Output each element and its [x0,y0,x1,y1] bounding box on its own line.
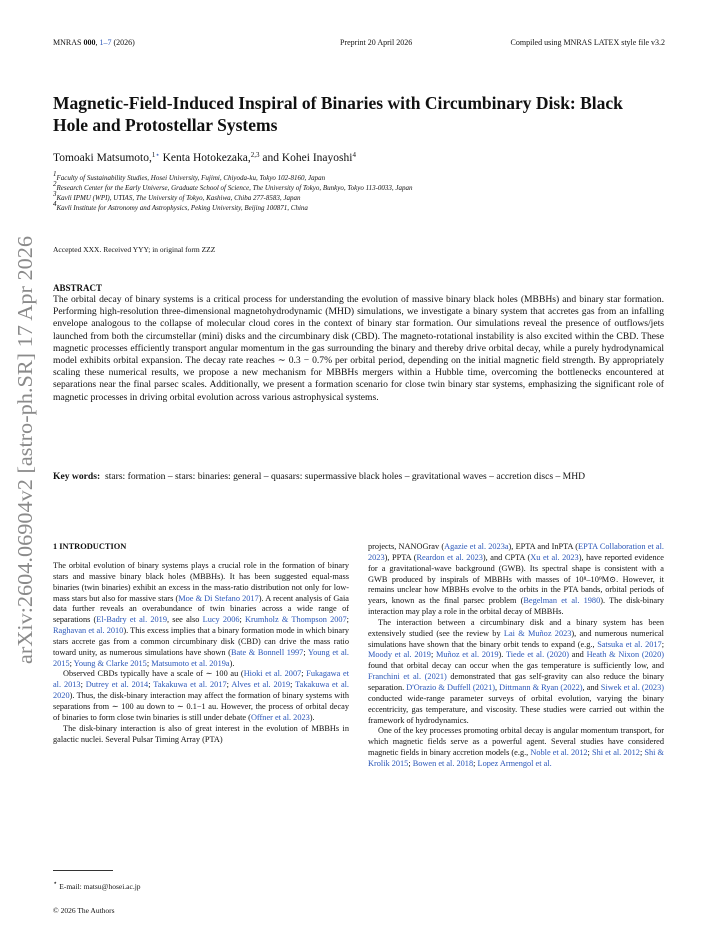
affiliation-3: $^3$Kavli IPMU (WPI), UTIAS, The University of Tokyo, Kashiwa, Chiba 277-8583, Japan [53,190,301,202]
citation-link[interactable]: Lai & Muñoz 2023 [503,628,572,638]
arxiv-stamp-text: arXiv:2604.06904v2 [astro-ph.SR] 17 Apr 2026 [13,260,37,664]
citation-link[interactable]: Tiede et al. (2020) [505,650,570,660]
citation-link[interactable]: Young & Clarke 2015 [73,658,147,668]
paragraph: The disk-binary interaction is also of great interest in the evolution of MBBHs in galactic nuclei. Several Pulsar Timing Array (PTA) [53,723,349,744]
affiliation-marker: 1 [151,151,156,159]
pages-link[interactable]: 1–7 [99,38,112,47]
citation-link[interactable]: Shi & Krolik 2015 [368,748,664,768]
citation-link[interactable]: Raghavan et al. 2010 [53,626,124,636]
citation-link[interactable]: Takakuwa et al. 2020 [53,680,350,701]
citation-link[interactable]: Takakuwa et al. 2017 [153,680,227,690]
running-header-preprint: Preprint 20 April 2026 [340,38,413,47]
citation-link[interactable]: Moe & Di Stefano 2017 [178,593,259,603]
citation-link[interactable]: Reardon et al. 2023 [416,552,483,562]
affiliation-4: $^4$Kavli Institute for Astronomy and Astrophysics, Peking University, Beijing 100871, China [53,200,308,212]
footnote-divider [53,870,113,871]
running-header-journal: MNRAS 000, 1–7 (2026) [53,38,135,47]
paragraph: One of the key processes promoting orbital decay is angular momentum transport, for which magnetic fields serve as a powerful agent. Several studies have considered magnetic fields in binary accretion models (e.g., Noble et al. 2012; Shi et al. 2012; Shi & Krolik 2015; Bowen et al. 2018; Lopez Armengol et al. [368,726,664,768]
citation-link[interactable]: Hioki et al. 2007 [243,669,302,679]
citation-link[interactable]: El-Badry et al. 2019 [96,615,167,625]
citation-link[interactable]: Muñoz et al. 2019 [436,650,499,660]
paragraph: The interaction between a circumbinary disk and a binary system has been extensively studied (see the review by Lai & Muñoz 2023), and numerous numerical simulations have shown that the binary orbit tends to expand (e.g., Satsuka et al. 2017; Moody et al. 2019; Muñoz et al. 2019). Tiede et al. (2020) and Heath & Nixon (2020) found that orbital decay can occur when the gas temperature is sufficiently low, and Franchini et al. (2021) demonstrated that gas self-gravity can also reduce the binary separation. D'Orazio & Duffell (2021), Dittmann & Ryan (2022), and Siwek et al. (2023) conducted wide-range parameter surveys of orbital evolution, varying the binary eccentricity, gas temperature, and viscosity. These studies were carried out within the framework of hydrodynamics. [368,617,664,725]
citation-link[interactable]: Dutrey et al. 2014 [85,680,149,690]
left-column [53,561,349,745]
citation-link[interactable]: Alves et al. 2019 [231,680,291,690]
citation-link[interactable]: Young et al. 2015 [53,647,350,668]
citation-link[interactable]: Moody et al. 2019 [368,650,431,660]
citation-link[interactable]: D'Orazio & Duffell (2021) [406,682,495,692]
citation-link[interactable]: Xu et al. 2023 [530,552,579,562]
citation-link[interactable]: EPTA Collaboration et al. 2023 [368,542,664,562]
corresponding-author-mark[interactable]: ⋆ [155,151,160,159]
running-header-style: Compiled using MNRAS LATEX style file v3.2 [510,38,665,47]
abstract-heading: ABSTRACT [53,283,103,293]
section-heading: 1 INTRODUCTION [53,542,127,551]
citation-link[interactable]: Siwek et al. (2023) [600,682,664,692]
footnote-email: ⋆ E-mail: matsu@hosei.ac.jp [53,879,141,891]
affiliation-1: $^1$Faculty of Sustainability Studies, Hosei University, Fujimi, Chiyoda-ku, Tokyo 102-8160, Japan [53,170,326,182]
citation-link[interactable]: Offner et al. 2023 [250,712,310,722]
affiliation-2: $^2$Research Center for the Early Universe, Graduate School of Science, The University of Tokyo, Bunkyo, Tokyo 113-0033, Japan [53,180,413,192]
citation-link[interactable]: Fukagawa et al. 2013 [53,669,349,690]
citation-link[interactable]: Lopez Armengol et al. [477,758,552,768]
citation-link[interactable]: Lucy 2006 [202,615,240,625]
citation-link[interactable]: Matsumoto et al. 2019a [151,658,230,668]
arxiv-stamp[interactable] [2,234,40,664]
citation-link[interactable]: Krumholz & Thompson 2007 [245,615,347,625]
citation-link[interactable]: Agazie et al. 2023a [444,542,509,551]
right-column [368,542,664,770]
keywords-label: Key words: [53,471,101,482]
copyright-line: © 2026 The Authors [53,906,115,915]
citation-link[interactable]: Bate & Bonnell 1997 [230,647,304,657]
citation-link[interactable]: Noble et al. 2012 [530,748,588,758]
accepted-line: Accepted XXX. Received YYY; in original form ZZZ [53,245,216,254]
citation-link[interactable]: Begelman et al. 1980 [523,596,601,606]
author-list: Tomoaki Matsumoto,$^{1⋆}$ Kenta Hotokezaka,$^{2,3}$ and Kohei Inayoshi$^4$ [53,151,356,164]
citation-link[interactable]: Franchini et al. (2021) [368,672,447,682]
paper-title: Magnetic-Field-Induced Inspiral of Binaries with Circumbinary Disk: Black Hole and Protostellar Systems [53,93,623,135]
abstract-text: The orbital decay of binary systems is a critical process for understanding the evolution of massive binary black holes (MBBHs) and binary star formation. Performing high-resolution three-dimensional magnetohydrodynamic (MHD) simulations, we investigate a binary system that accretes gas from an infalling envelope analogous to the collapse of molecular cloud cores in the context of binary star formation. Our simulations reveal the presence of outflows/jets launched from both the circumstellar (mini) disks and the circumbinary disk (CBD). The magneto-rotational instability is also excited within the CBD. These magnetic processes efficiently transport angular momentum in the gas surrounding the binary and thereby drive orbital decay, while a purely hydrodynamical model exhibits orbital expansion. The decay rate reaches ∼ 0.3 − 0.7% per orbital period, depending on the initial magnetic field strength. By appropriately scaling these numerical results, we propose a new mechanism for MBBHs mergers within a Hubble time, overcoming the bottlenecks encountered at separations near the final parsec scales. Additionally, we present a formation scenario for close twin binary star systems, emphasizing the significant role of magnetic processes in driving orbital evolution across various astrophysical systems. [53,294,664,403]
paragraph: Observed CBDs typically have a scale of ∼ 100 au (Hioki et al. 2007; Fukagawa et al. 2013; Dutrey et al. 2014; Takakuwa et al. 2017; Alves et al. 2019; Takakuwa et al. 2020). Thus, the disk-binary interaction may affect the formation of binary systems with separations from ∼ 100 au down to ∼ 0.1−1 au. However, the process of orbital decay of binaries to form close twin binaries is still under debate (Offner et al. 2023). [53,669,350,722]
paragraph: The orbital evolution of binary systems plays a crucial role in the formation of binary stars and massive binary black holes (MBBHs). It has been suggested equal-mass binaries (twin binaries) exhibit an excess in the mass-ratio distribution not only for low-mass stars but also for massive stars (Moe & Di Stefano 2017). A recent analysis of Gaia data further reveals an overabundance of twin binaries across a wide range of separations (El-Badry et al. 2019, see also Lucy 2006; Krumholz & Thompson 2007; Raghavan et al. 2010). This excess implies that a binary formation mode in which binary stars accrete gas from a common circumbinary disk (CBD) can drive the mass ratio toward unity, as numerous simulations have shown (Bate & Bonnell 1997; Young et al. 2015; Young & Clarke 2015; Matsumoto et al. 2019a). [53,561,350,668]
citation-link[interactable]: Heath & Nixon (2020) [586,650,664,660]
citation-link[interactable]: Dittmann & Ryan (2022) [499,682,583,692]
citation-link[interactable]: Satsuka et al. 2017 [597,639,662,649]
citation-link[interactable]: Shi et al. 2012 [591,748,640,758]
paragraph: projects, NANOGrav (Agazie et al. 2023a), EPTA and InPTA (EPTA Collaboration et al. 2023), PPTA (Reardon et al. 2023), and CPTA (Xu et al. 2023), have reported evidence for a gravitational-wave background (GWB). Its spectral shape is consistent with a GWB produced by inspirals of MBBHs with masses of 10⁸–10⁹M⊙. However, it remains unclear how MBBHs evolve to the orbits in the PTA bands, orbital periods of years, known as the final parsec problem (Begelman et al. 1980). The disk-binary interaction may play a role in the orbital decay of MBBHs. [368,542,664,617]
citation-link[interactable]: Bowen et al. 2018 [412,758,474,768]
keywords: Key words: stars: formation – stars: binaries: general – quasars: supermassive black holes – gravitational waves – accretion discs – MHD [53,471,586,482]
